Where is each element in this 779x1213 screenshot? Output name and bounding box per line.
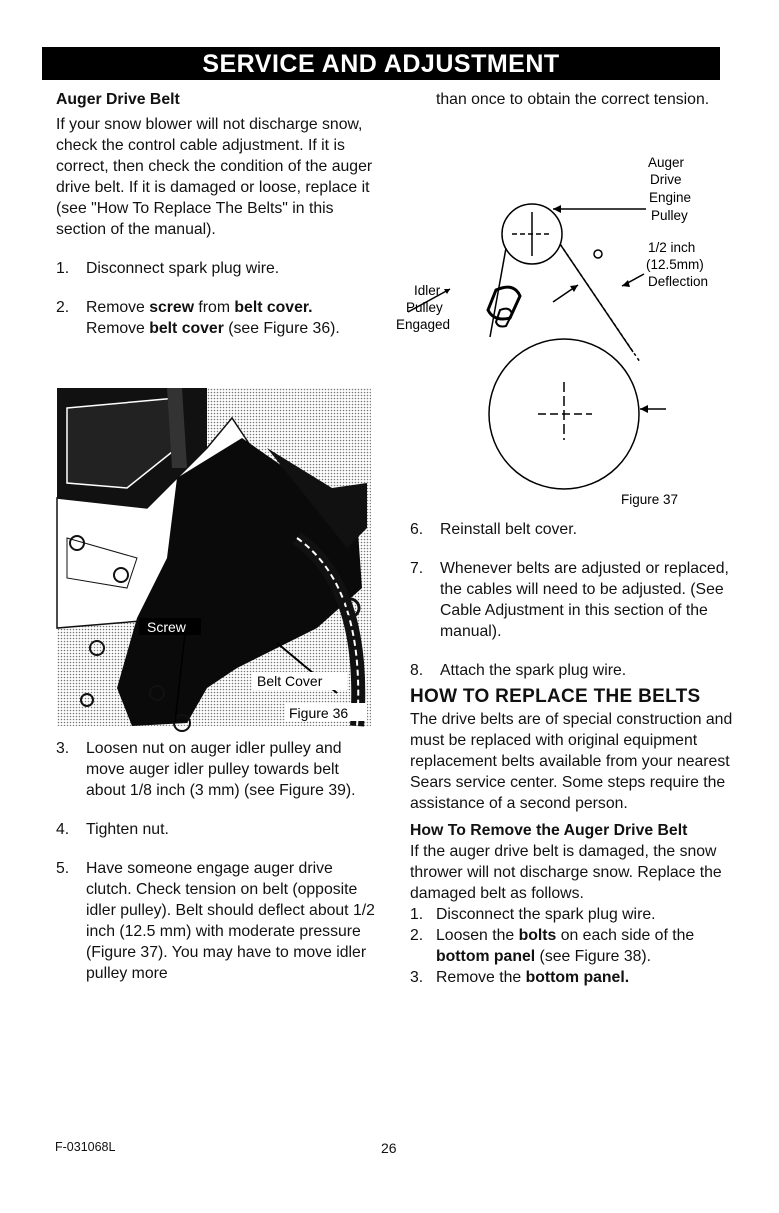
right-continuation bbox=[436, 89, 736, 110]
label-figure-36: Figure 36 bbox=[289, 705, 349, 721]
label-engaged: Engaged bbox=[396, 317, 451, 332]
step-8 bbox=[410, 660, 740, 681]
belt-deflection-diagram bbox=[396, 152, 738, 507]
step-number: 1. bbox=[56, 260, 70, 277]
heading-auger-drive-belt: Auger Drive Belt bbox=[56, 91, 180, 108]
figure-36-illustration bbox=[57, 388, 371, 726]
step-6 bbox=[410, 519, 740, 540]
heading-how-to-replace-belts: HOW TO REPLACE THE BELTS bbox=[410, 686, 701, 707]
label-screw: Screw bbox=[147, 619, 186, 635]
step-text: Have someone engage auger drive clutch. Check tension on belt (opposite idler pulley). Belt should deflect about 1/2 inch (12.5 mm) with moderate pressure (Figure 37). You may have to move idler pulley more bbox=[86, 860, 375, 982]
figure-37-caption: Figure 37 bbox=[621, 492, 679, 507]
step-number: 5. bbox=[56, 860, 70, 877]
step-number: 3. bbox=[410, 969, 424, 986]
step-2 bbox=[56, 297, 376, 339]
step-text: Disconnect the spark plug wire. bbox=[436, 906, 656, 923]
figure-37-diagram bbox=[396, 152, 738, 507]
step-number: 3. bbox=[56, 740, 70, 757]
label-deflection: Deflection bbox=[648, 274, 709, 289]
intro-paragraph: If your snow blower will not discharge snow, check the control cable adjustment. If it is correct, then check the condition of the auger drive belt. If it is damaged or loose, replace it (see "How To Replace The Belts" in this section of the manual). bbox=[56, 116, 373, 238]
step-number: 6. bbox=[410, 521, 424, 538]
step-5 bbox=[56, 858, 381, 984]
step-text: Disconnect spark plug wire. bbox=[86, 260, 280, 277]
remove-belt-paragraph: If the auger drive belt is damaged, the snow thrower will not discharge snow. Replace the damaged belt as follows. bbox=[410, 843, 722, 902]
replace-belts-paragraph: The drive belts are of special construction and must be replaced with original equipment replacement belts available from your nearest Sears service center. Some steps require the assistance of a second person. bbox=[410, 711, 733, 812]
step-text: Loosen nut on auger idler pulley and move auger idler pulley towards belt about 1/8 inch (3 mm) (see Figure 39). bbox=[86, 740, 356, 799]
label-auger: Auger bbox=[648, 155, 685, 170]
section-banner: SERVICE AND ADJUSTMENT bbox=[42, 47, 720, 80]
right-column bbox=[410, 519, 740, 988]
label-idler-pulley: Pulley bbox=[406, 300, 443, 315]
left-steps-lower bbox=[56, 738, 381, 984]
belt-cover-photo bbox=[57, 388, 371, 726]
step-number: 7. bbox=[410, 560, 424, 577]
continuation-text: than once to obtain the correct tension. bbox=[436, 91, 710, 108]
step-number: 4. bbox=[56, 821, 70, 838]
step-7 bbox=[410, 558, 740, 642]
step-text: Remove the bottom panel. bbox=[436, 969, 630, 986]
label-engine: Engine bbox=[649, 190, 692, 205]
step-number: 1. bbox=[410, 906, 424, 923]
label-belt-cover: Belt Cover bbox=[257, 673, 323, 689]
label-mm: (12.5mm) bbox=[646, 257, 704, 272]
remove-step-2 bbox=[410, 925, 740, 967]
step-text: Tighten nut. bbox=[86, 821, 169, 838]
step-text: Loosen the bolts on each side of the bottom panel (see Figure 38). bbox=[436, 927, 695, 965]
remove-step-1 bbox=[410, 904, 740, 925]
step-text: Whenever belts are adjusted or replaced, the cables will need to be adjusted. (See Cable Adjustment in this section of the manual). bbox=[440, 560, 729, 640]
step-number: 2. bbox=[410, 927, 424, 944]
label-pulley: Pulley bbox=[651, 208, 688, 223]
step-1 bbox=[56, 258, 376, 279]
step-text: Reinstall belt cover. bbox=[440, 521, 577, 538]
step-number: 8. bbox=[410, 662, 424, 679]
remove-step-3 bbox=[410, 967, 740, 988]
step-number: 2. bbox=[56, 299, 70, 316]
heading-remove-auger-belt: How To Remove the Auger Drive Belt bbox=[410, 822, 688, 839]
document-code: F-031068L bbox=[55, 1140, 116, 1154]
label-idler: Idler bbox=[414, 283, 441, 298]
label-half-inch: 1/2 inch bbox=[648, 240, 696, 255]
step-text: Remove screw from belt cover. Remove belt cover (see Figure 36). bbox=[86, 299, 340, 337]
step-text: Attach the spark plug wire. bbox=[440, 662, 627, 679]
label-drive: Drive bbox=[650, 172, 682, 187]
step-4 bbox=[56, 819, 381, 840]
left-column bbox=[56, 89, 376, 339]
step-3 bbox=[56, 738, 381, 801]
page-number: 26 bbox=[381, 1140, 397, 1156]
